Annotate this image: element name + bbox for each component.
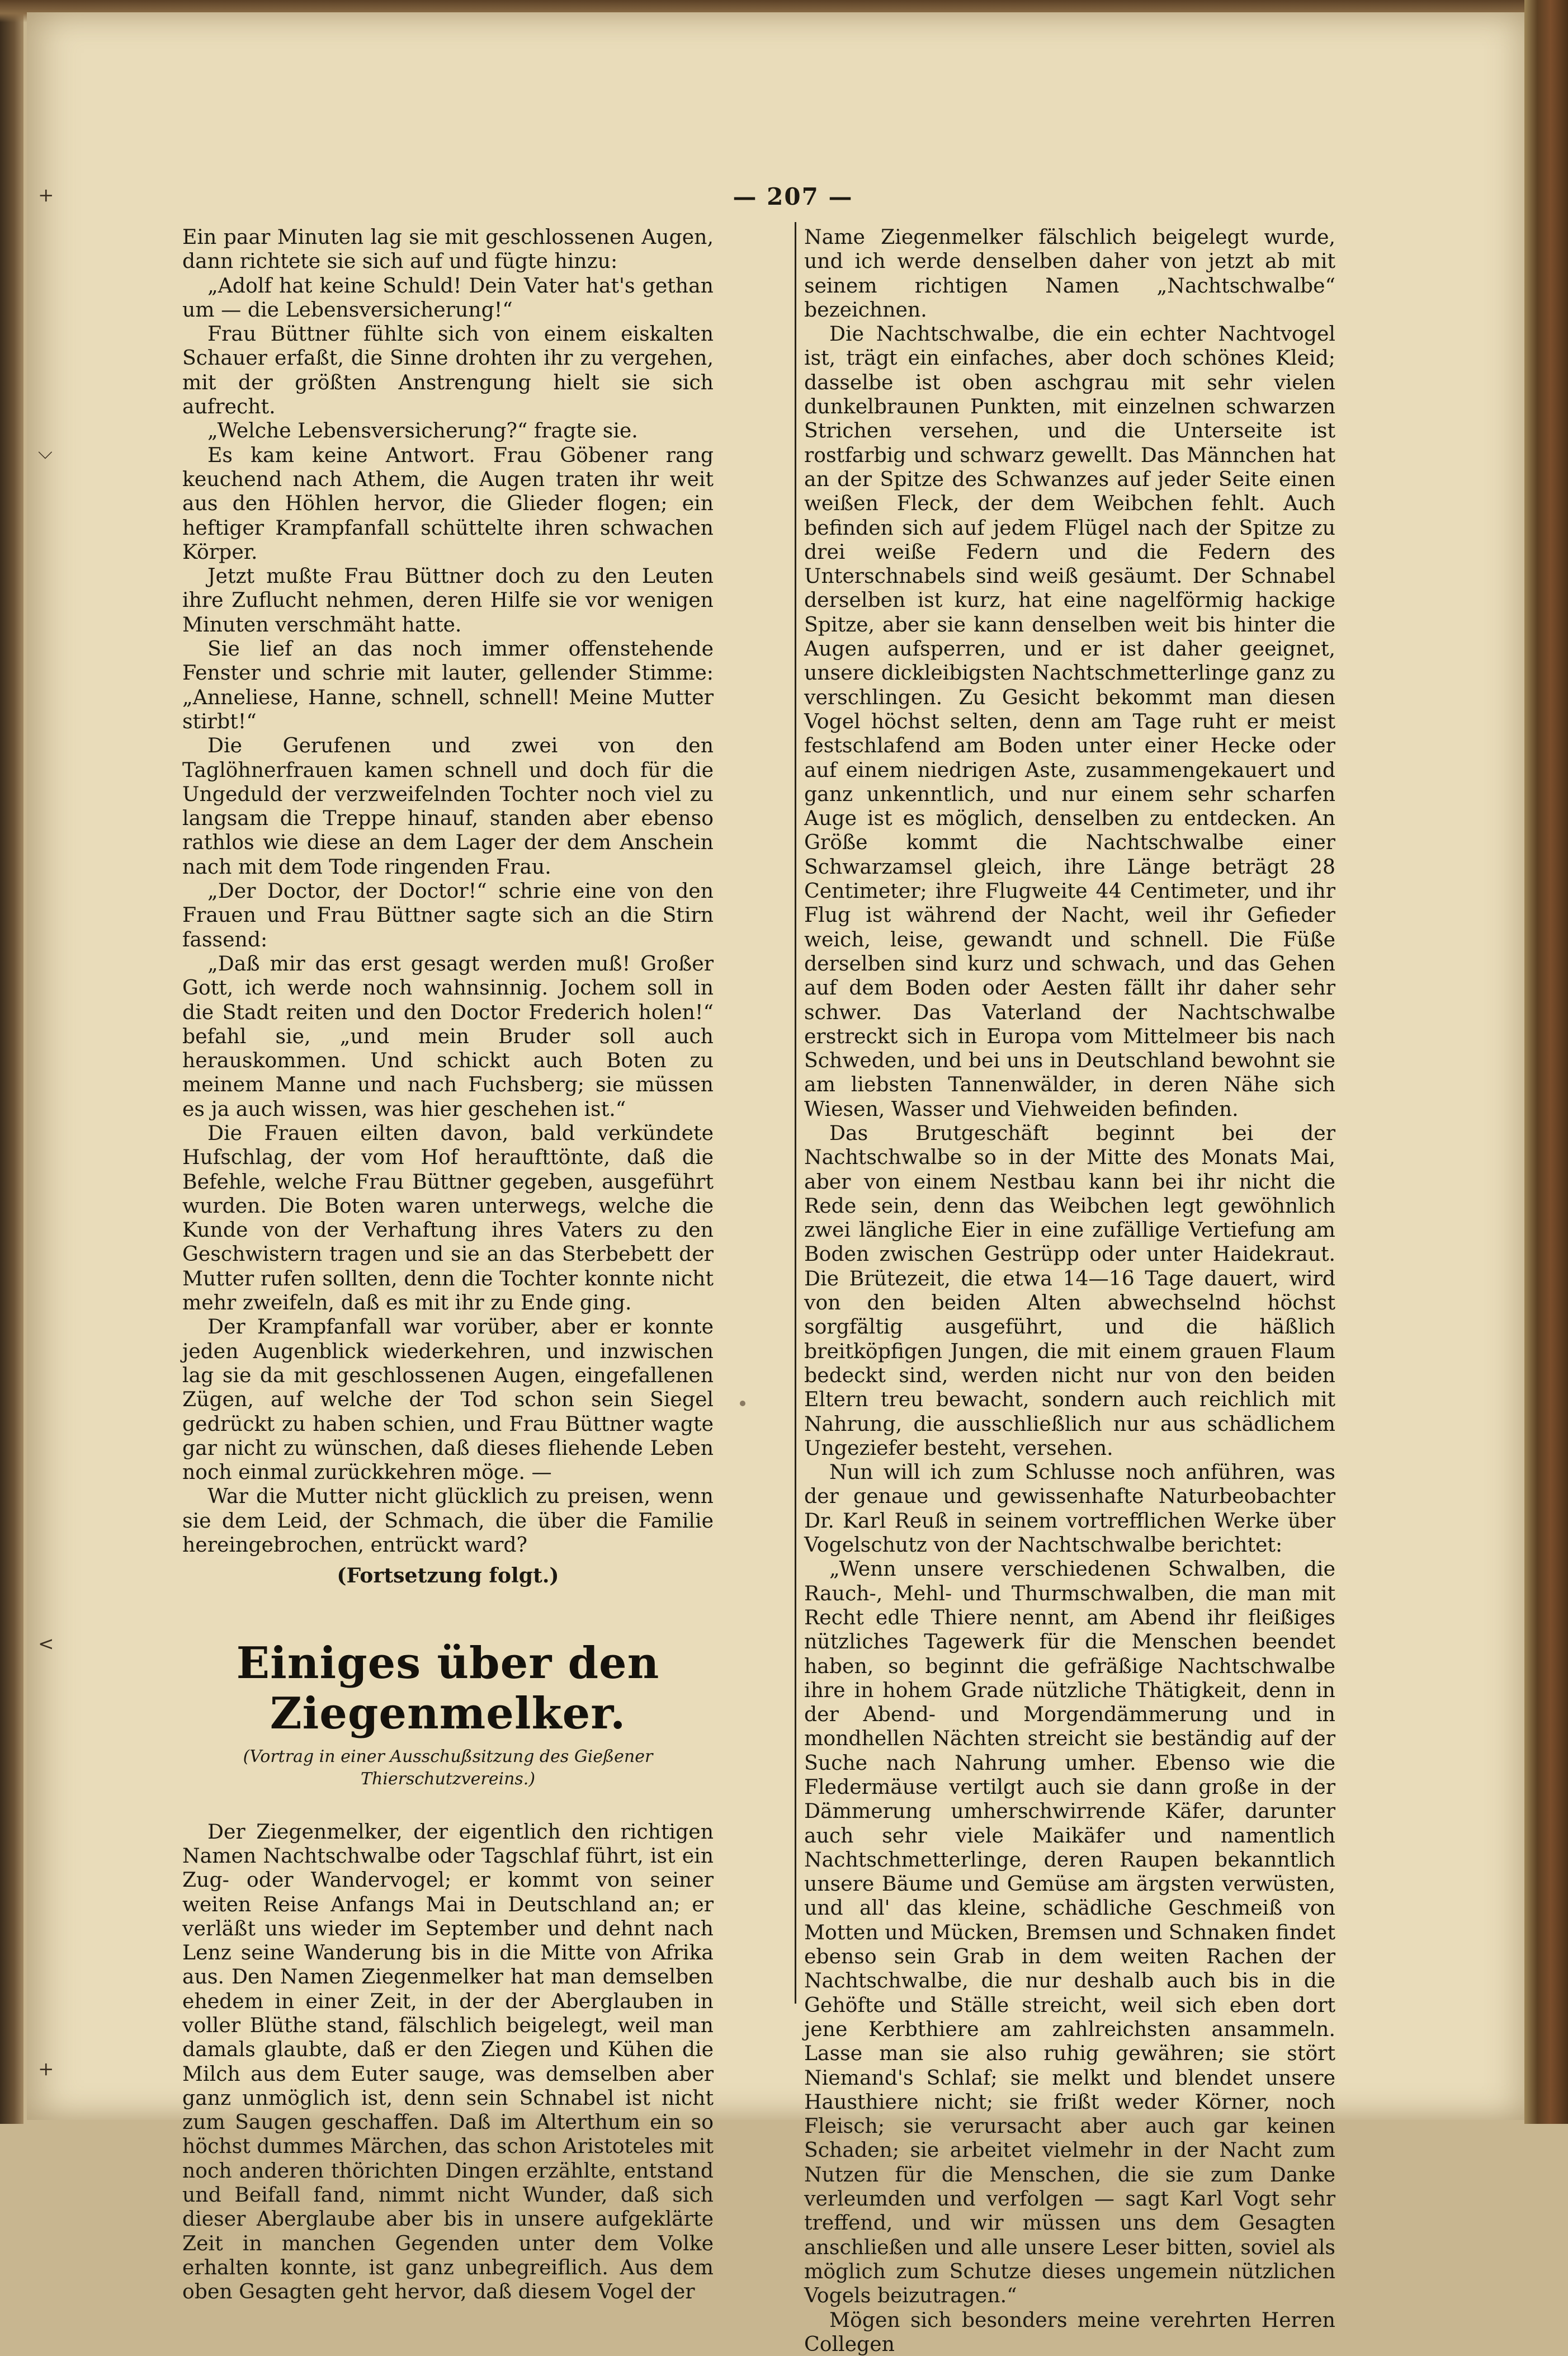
paragraph: Der Krampfanfall war vorüber, aber er konnte jeden Augenblick wiederkehren, und inzwischen lag sie da mit geschlossenen Augen, eingefallenen Zügen, auf welche der Tod schon sein Siegel gedrückt zu haben schien, und Frau Büttner wagte gar nicht zu wünschen, daß dieses fliehende Leben noch einmal zurückkehren möge. — — [182, 1314, 714, 1485]
paragraph: Jetzt mußte Frau Büttner doch zu den Leuten ihre Zuflucht nehmen, deren Hilfe sie vor wenigen Minuten verschmäht hatte. — [182, 564, 714, 637]
paragraph: Mögen sich besonders meine verehrten Herren Collegen — [804, 2307, 1335, 2356]
column-divider — [795, 222, 796, 2004]
continued-note: (Fortsetzung folgt.) — [337, 1563, 559, 1588]
paragraph: Es kam keine Antwort. Frau Göbener rang keuchend nach Athem, die Augen traten ihr weit aus den Höhlen hervor, die Glieder flogen; ein heftiger Krampfanfall schüttelte ihren schwachen Körper. — [182, 442, 714, 564]
book-spine — [0, 0, 23, 2124]
paragraph: Das Brutgeschäft beginnt bei der Nachtschwalbe so in der Mitte des Monats Mai, aber von einem Nestbau kann bei ihr nicht die Rede sein, denn das Weibchen legt gewöhnlich zwei längliche Eier in eine zufällige Vertiefung am Boden zwischen Gestrüpp oder unter Haidekraut. Die Brütezeit, die etwa 14—16 Tage dauert, wird von den beiden Alten abwechselnd höchst sorgfältig ausgeführt, und die häßlich breitköpfigen Jungen, die mit einem grauen Flaum bedeckt sind, werden nicht nur von den beiden Eltern treu bewacht, sondern auch reichlich mit Nahrung, die ausschließlich nur aus schädlichem Ungeziefer besteht, versehen. — [804, 1120, 1335, 1460]
ink-spot — [740, 1401, 745, 1406]
article-subtitle: (Vortrag in einer Ausschußsitzung des Gießener Thierschutzvereins.) — [243, 1746, 653, 1789]
paragraph: Ein paar Minuten lag sie mit geschlossenen Augen, dann richtete sie sich auf und fügte hinzu: — [182, 225, 714, 274]
margin-cross-icon: + — [38, 184, 54, 206]
margin-cross-icon: + — [38, 2058, 54, 2080]
left-column — [182, 225, 714, 2304]
margin-arrow-icon: < — [38, 1633, 54, 1655]
paragraph: Frau Büttner fühlte sich von einem eiskalten Schauer erfaßt, die Sinne drohten ihr zu vergehen, mit der größten Anstrengung hielt sie sich aufrecht. — [182, 322, 714, 419]
paragraph: „Welche Lebensversicherung?“ fragte sie. — [207, 418, 638, 443]
paragraph: Sie lief an das noch immer offenstehende Fenster und schrie mit lauter, gellender Stimme: „Anneliese, Hanne, schnell, schnell! Meine Mutter stirbt!“ — [182, 637, 714, 733]
paragraph: Die Nachtschwalbe, die ein echter Nachtvogel ist, trägt ein einfaches, aber doch schönes Kleid; dasselbe ist oben aschgrau mit sehr vielen dunkelbraunen Punkten, mit einzelnen schwarzen Strichen versehen, und die Unterseite ist rostfarbig und schwarz gewellt. Das Männchen hat an der Spitze des Schwanzes auf jeder Seite einen weißen Fleck, der dem Weibchen fehlt. Auch befinden sich auf jedem Flügel nach der Spitze zu drei weiße Federn und die Federn des Unterschnabels sind weiß gesäumt. Der Schnabel derselben ist kurz, hat eine nagelförmig hackige Spitze, aber sie kann denselben weit bis hinter die Augen aufsperren, und er ist daher geeignet, unsere dickleibigsten Nachtschmetterlinge ganz zu verschlingen. Zu Gesicht bekommt man diesen Vogel höchst selten, denn am Tage ruht er meist festschlafend am Boden unter einer Hecke oder auf einem niedrigen Aste, zusammengekauert und ganz unkenntlich, und nur einem sehr scharfen Auge ist es möglich, denselben zu entdecken. An Größe kommt die Nachtschwalbe einer Schwarzamsel gleich, ihre Länge beträgt 28 Centimeter; ihre Flugweite 44 Centimeter, und ihr Flug ist während der Nacht, weil ihr Gefieder weich, leise, gewandt und schnell. Die Füße derselben sind kurz und schwach, und das Gehen auf dem Boden oder Aesten fällt ihr daher sehr schwer. Das Vaterland der Nachtschwalbe erstreckt sich in Europa vom Mittelmeer bis nach Schweden, und bei uns in Deutschland bewohnt sie am liebsten Tannenwälder, in deren Nähe sich Wiesen, Wasser und Viehweiden befinden. — [804, 322, 1335, 1121]
margin-tick-icon: ⌵ — [38, 441, 53, 464]
paragraph: Name Ziegenmelker fälschlich beigelegt wurde, und ich werde denselben daher von jetzt ab mit seinem richtigen Namen „Nachtschwalbe“ bezeichnen. — [804, 225, 1335, 322]
paragraph: War die Mutter nicht glücklich zu preisen, wenn sie dem Leid, der Schmach, die über die Familie hereingebrochen, entrückt ward? — [182, 1484, 714, 1557]
page-number: — 207 — — [733, 183, 853, 210]
paragraph: „Der Doctor, der Doctor!“ schrie eine von den Frauen und Frau Büttner sagte sich an die Stirn fassend: — [182, 879, 714, 951]
paragraph: Nun will ich zum Schlusse noch anführen, was der genaue und gewissenhafte Naturbeobachter Dr. Karl Reuß in seinem vortrefflichen Werke über Vogelschutz von der Nachtschwalbe berichtet: — [804, 1460, 1335, 1557]
paragraph: „Adolf hat keine Schuld! Dein Vater hat's gethan um — die Lebensversicherung!“ — [182, 273, 714, 322]
book-cover-edge — [1524, 0, 1568, 2124]
paragraph: „Wenn unsere verschiedenen Schwalben, die Rauch-, Mehl- und Thurmschwalben, die man mit Recht edle Thiere nennt, am Abend ihr fleißiges nützliches Tagewerk für die Menschen beendet haben, so beginnt die gefräßige Nachtschwalbe ihre in hohem Grade nützliche Thätigkeit, denn in der Abend- und Morgendämmerung und in mondhellen Nächten streicht sie beständig auf der Suche nach Nahrung umher. Ebenso wie die Fledermäuse vertilgt auch sie dann große in der Dämmerung umherschwirrende Käfer, darunter auch sehr viele Maikäfer und namentlich Nachtschmetterlinge, deren Raupen bekanntlich unsere Bäume und Gemüse am ärgsten verwüsten, und all' das kleine, schädliche Geschmeiß von Motten und Mücken, Bremsen und Schnaken findet ebenso sein Grab in dem weiten Rachen der Nachtschwalbe, die nur deshalb auch bis in die Gehöfte und Ställe streicht, weil sich eben dort jene Kerbthiere am zahlreichsten ansammeln. Lasse man sie also ruhig gewähren; sie stört Niemand's Schlaf; sie melkt und blendet unsere Hausthiere nicht; sie frißt weder Körner, noch Fleisch; sie verursacht aber auch gar keinen Schaden; sie arbeitet vielmehr in der Nacht zum Nutzen für die Menschen, die sie zum Danke verleumden und verfolgen — sagt Karl Vogt sehr treffend, und wir müssen uns dem Gesagten anschließen und alle unsere Leser bitten, soviel als möglich zum Schutze dieses ungemein nützlichen Vogels beizutragen.“ — [804, 1557, 1335, 2308]
article-title: Einiges über den Ziegenmelker. — [236, 1637, 660, 1739]
right-column — [804, 225, 1335, 2356]
paragraph: Die Gerufenen und zwei von den Taglöhnerfrauen kamen schnell und doch für die Ungeduld der verzweifelnden Tochter noch viel zu langsam die Treppe hinauf, standen aber ebenso rathlos wie diese an dem Lager der dem Anschein nach mit dem Tode ringenden Frau. — [182, 733, 714, 879]
paragraph: „Daß mir das erst gesagt werden muß! Großer Gott, ich werde noch wahnsinnig. Jochem soll in die Stadt reiten und den Doctor Frederich holen!“ befahl sie, „und mein Bruder soll auch herauskommen. Und schickt auch Boten zu meinem Manne und nach Fuchsberg; sie müssen es ja auch wissen, was hier geschehen ist.“ — [182, 951, 714, 1121]
paragraph: Die Frauen eilten davon, bald verkündete Hufschlag, der vom Hof heraufttönte, daß die Befehle, welche Frau Büttner gegeben, ausgeführt wurden. Die Boten waren unterwegs, welche die Kunde von der Verhaftung ihres Vaters zu den Geschwistern tragen und sie an das Sterbebett der Mutter rufen sollten, denn die Tochter konnte nicht mehr zweifeln, daß es mit ihr zu Ende ging. — [182, 1120, 714, 1315]
book-page — [27, 12, 1524, 2356]
paragraph: Der Ziegenmelker, der eigentlich den richtigen Namen Nachtschwalbe oder Tagschlaf führt, ist ein Zug- oder Wandervogel; er kommt von seiner weiten Reise Anfangs Mai in Deutschland an; er verläßt uns wieder im September und dehnt nach Lenz seine Wanderung bis in die Mitte von Afrika aus. Den Namen Ziegenmelker hat man demselben ehedem in einer Zeit, in der der Aberglauben in voller Blüthe stand, fälschlich beigelegt, weil man damals glaubte, daß er den Ziegen und Kühen die Milch aus dem Euter sauge, was demselben aber ganz unmöglich ist, denn sein Schnabel ist nicht zum Saugen geschaffen. Daß im Alterthum ein so höchst dummes Märchen, das schon Aristoteles mit noch anderen thörichten Dingen erzählte, entstand und Beifall fand, nimmt nicht Wunder, daß sich dieser Aberglaube aber bis in unsere aufgeklärte Zeit in manchen Gegenden unter dem Volke erhalten konnte, ist ganz unbegreiflich. Aus dem oben Gesagten geht hervor, daß diesem Vogel der — [182, 1819, 714, 2304]
